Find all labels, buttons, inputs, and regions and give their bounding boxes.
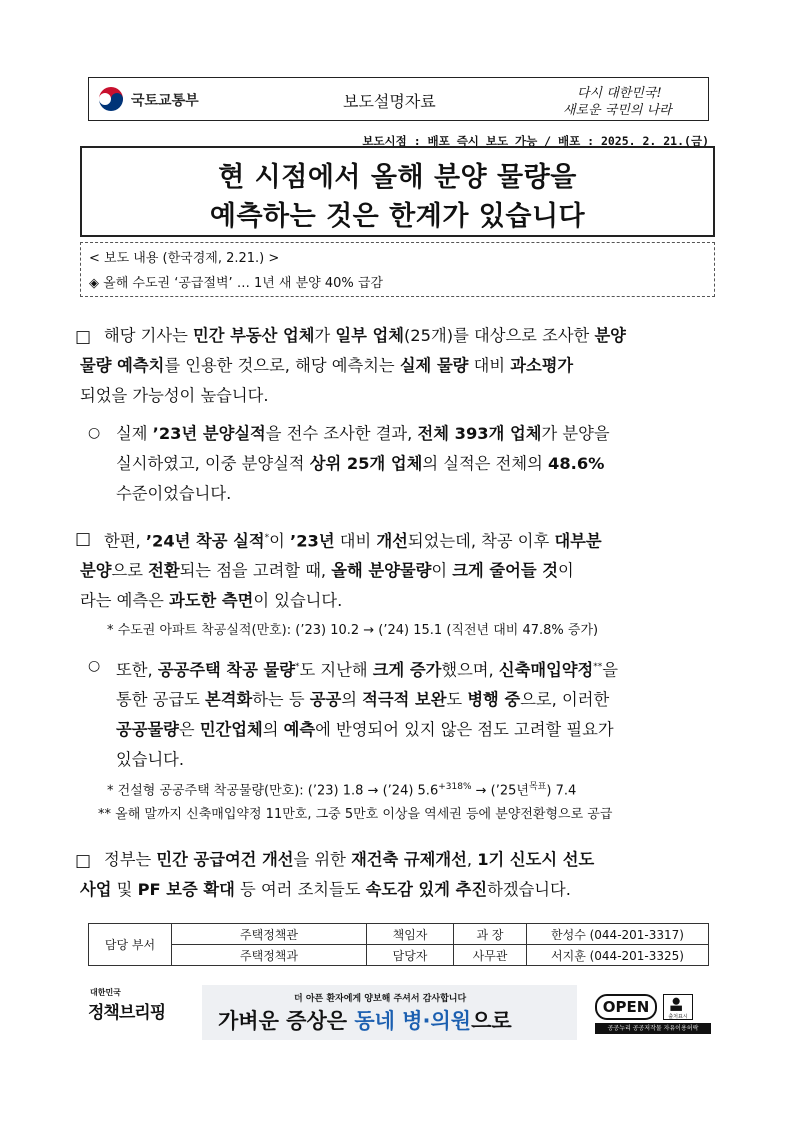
- table-row: [89, 924, 709, 945]
- paragraph-1: 해당 기사는 민간 부동산 업체가 일부 업체(25개)를 대상으로 조사한 분양 물량 예측치를 인용한 것으로, 해당 예측치는 실제 물량 대비 과소평가 되었을 가능성이 높습니다.: [80, 326, 626, 405]
- contact-person: 한성수 (044-201-3317): [527, 924, 709, 945]
- ministry-logo-icon: [96, 85, 126, 113]
- section-box-bullet: □: [75, 327, 92, 347]
- document-type: 보도설명자료: [343, 92, 436, 111]
- title-box: [80, 146, 715, 237]
- table-row: [89, 945, 709, 966]
- contact-role: 담당자: [367, 945, 454, 966]
- paragraph-2: 실제 ’23년 분양실적을 전수 조사한 결과, 전체 393개 업체가 분양을 실시하였고, 이중 분양실적 상위 25개 업체의 실적은 전체의 48.6% 수준이었습니다.: [116, 424, 610, 503]
- contact-table: [88, 923, 709, 966]
- contact-role: 책임자: [367, 924, 454, 945]
- contact-office: 주택정책과: [172, 945, 367, 966]
- open-label: OPEN: [595, 994, 657, 1020]
- release-info: 보도시점 : 배포 즉시 보도 가능 / 배포 : 2025. 2. 21.(금): [362, 134, 709, 148]
- paragraph-3: 한편, ’24년 착공 실적*이 ’23년 대비 개선되었는데, 착공 이후 대부분 분양으로 전환되는 점을 고려할 때, 올해 분양물량이 크게 줄어들 것이 라는 예측은 과도한 측면이 있습니다.: [80, 531, 602, 611]
- paragraph-5: 정부는 민간 공급여건 개선을 위한 재건축 규제개선, 1기 신도시 선도 사업 및 PF 보증 확대 등 여러 조치들도 속도감 있게 추진하겠습니다.: [80, 850, 595, 899]
- section-box-bullet: □: [75, 529, 92, 549]
- banner-main-text: 가벼운 증상은 동네 병·의원으로: [218, 1009, 512, 1033]
- paragraph-4: 또한, 공공주택 착공 물량*도 지난해 크게 증가했으며, 신축매입약정**을 통한 공급도 본격화하는 등 공공의 적극적 보완도 병행 중으로, 이러한 공공물량은 민간업체의 예측에 반영되어 있지 않은 점도 고려할 필요가 있습니다.: [116, 660, 618, 770]
- slogan-line-2: 새로운 국민의 나라: [563, 103, 672, 118]
- contact-title: 사무관: [454, 945, 527, 966]
- report-reference-box: [80, 242, 715, 297]
- dept-label: 담당 부서: [89, 924, 172, 966]
- section-box-bullet: □: [75, 851, 92, 871]
- ministry-name: 국토교통부: [131, 93, 199, 109]
- footnote-2: * 건설형 공공주택 착공물량(만호): (’23) 1.8 → (’24) $5.6^{+318\%}$ → (’25년$^{목표}$) 7.4: [107, 782, 577, 799]
- contact-title: 과 장: [454, 924, 527, 945]
- contact-person: 서지훈 (044-201-3325): [527, 945, 709, 966]
- report-source: < 보도 내용 (한국경제, 2.21.) >: [89, 251, 280, 266]
- contact-office: 주택정책관: [172, 924, 367, 945]
- footnote-3: ** 올해 말까지 신축매입약정 11만호, 그중 5만호 이상을 역세권 등에 분양전환형으로 공급: [98, 807, 613, 822]
- slogan-line-1: 다시 대한민국!: [577, 86, 662, 101]
- brief-big-text: 정책브리핑: [88, 1003, 166, 1023]
- open-license-badge[interactable]: [595, 994, 711, 1034]
- attribution-icon: [663, 994, 693, 1020]
- banner-top-text: 더 아픈 환자에게 양보해 주셔서 감사합니다: [294, 994, 467, 1004]
- report-headline-row: [89, 272, 383, 291]
- open-tag: 출처표시: [668, 1014, 688, 1020]
- diamond-bullet-icon: ◈: [89, 276, 99, 291]
- brief-small-text: 대한민국: [90, 988, 121, 997]
- title-line-1: 현 시점에서 올해 분양 물량을: [218, 162, 577, 193]
- policy-briefing-logo[interactable]: [88, 987, 184, 1031]
- slogan-logo: [555, 80, 705, 120]
- circle-bullet: ○: [88, 425, 101, 441]
- title-line-2: 예측하는 것은 한계가 있습니다: [209, 201, 586, 232]
- open-sub: 공공누리 공공저작물 자유이용허락: [595, 1023, 711, 1034]
- footnote-1: * 수도권 아파트 착공실적(만호): (’23) 10.2 → (’24) 15.1 (직전년 대비 47.8% 증가): [107, 623, 599, 638]
- circle-bullet: ○: [88, 658, 101, 674]
- campaign-banner[interactable]: [202, 985, 577, 1040]
- report-headline: 올해 수도권 ‘공급절벽’ … 1년 새 분양 40% 급감: [103, 276, 383, 291]
